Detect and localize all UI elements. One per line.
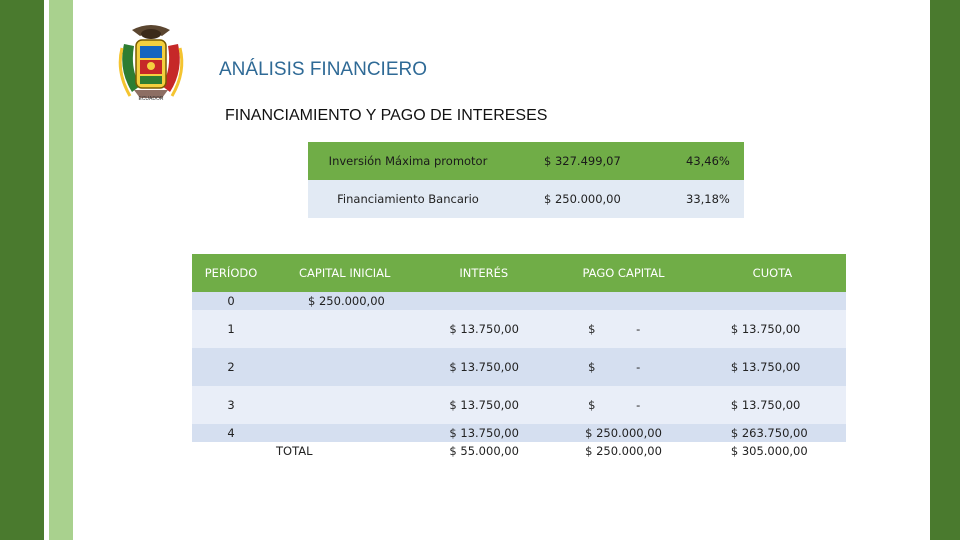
cell-interest: $ 13.750,00 <box>419 310 548 348</box>
cell-capital <box>270 348 419 386</box>
cell-interest: $ 13.750,00 <box>419 424 548 442</box>
summary-percent: 33,18% <box>684 180 744 218</box>
pay-symbol: $ <box>588 360 596 374</box>
cell-cuota: $ 263.750,00 <box>699 424 846 442</box>
slide-title: ANÁLISIS FINANCIERO <box>219 59 427 80</box>
summary-row <box>308 180 744 218</box>
summary-label: Inversión Máxima promotor <box>308 142 508 180</box>
table-header-row <box>192 254 846 292</box>
cell-interest: $ 13.750,00 <box>419 348 548 386</box>
header-period: PERÍODO <box>192 254 270 292</box>
total-row <box>192 442 846 460</box>
summary-percent: 43,46% <box>684 142 744 180</box>
pay-value: - <box>636 322 641 336</box>
cell-interest: $ 13.750,00 <box>419 386 548 424</box>
cell-capital <box>270 386 419 424</box>
total-pay-capital: $ 250.000,00 <box>548 442 699 460</box>
summary-label: Financiamiento Bancario <box>308 180 508 218</box>
cell-cuota <box>699 292 846 310</box>
table-row <box>192 424 846 442</box>
logo-caption: ECUADOR <box>138 96 164 102</box>
cell-period: 2 <box>192 348 270 386</box>
amortization-table <box>192 254 846 460</box>
header-cuota: CUOTA <box>699 254 846 292</box>
cell-period: 4 <box>192 424 270 442</box>
cell-cuota: $ 13.750,00 <box>699 386 846 424</box>
left-light-stripe <box>49 0 73 540</box>
cell-period: 1 <box>192 310 270 348</box>
cell-pay-capital <box>548 310 699 348</box>
cell-interest <box>419 292 548 310</box>
table-row <box>192 386 846 424</box>
header-capital: CAPITAL INICIAL <box>270 254 419 292</box>
summary-row <box>308 142 744 180</box>
total-cuota: $ 305.000,00 <box>699 442 846 460</box>
left-dark-stripe <box>0 0 44 540</box>
table-row <box>192 310 846 348</box>
slide-subtitle: FINANCIAMIENTO Y PAGO DE INTERESES <box>225 107 548 124</box>
summary-amount: $ 327.499,07 <box>508 142 684 180</box>
table-row <box>192 348 846 386</box>
summary-amount: $ 250.000,00 <box>508 180 684 218</box>
pay-value: - <box>636 360 641 374</box>
pay-symbol: $ <box>588 398 596 412</box>
pay-symbol: $ <box>588 322 596 336</box>
header-interest: INTERÉS <box>419 254 548 292</box>
cell-pay-capital: $ 250.000,00 <box>548 424 699 442</box>
cell-period: 0 <box>192 292 270 310</box>
cell-pay-capital <box>548 348 699 386</box>
cell-cuota: $ 13.750,00 <box>699 310 846 348</box>
cell-pay-capital <box>548 386 699 424</box>
cell-pay-capital <box>548 292 699 310</box>
cell-capital <box>270 424 419 442</box>
cell-period: 3 <box>192 386 270 424</box>
table-row <box>192 292 846 310</box>
header-pay-capital: PAGO CAPITAL <box>548 254 699 292</box>
pay-value: - <box>636 398 641 412</box>
cell-capital <box>270 310 419 348</box>
right-dark-stripe <box>930 0 960 540</box>
cell-capital: $ 250.000,00 <box>270 292 419 310</box>
financing-summary-table <box>308 142 744 218</box>
total-label: TOTAL <box>270 442 419 460</box>
total-interest: $ 55.000,00 <box>419 442 548 460</box>
cell-cuota: $ 13.750,00 <box>699 348 846 386</box>
